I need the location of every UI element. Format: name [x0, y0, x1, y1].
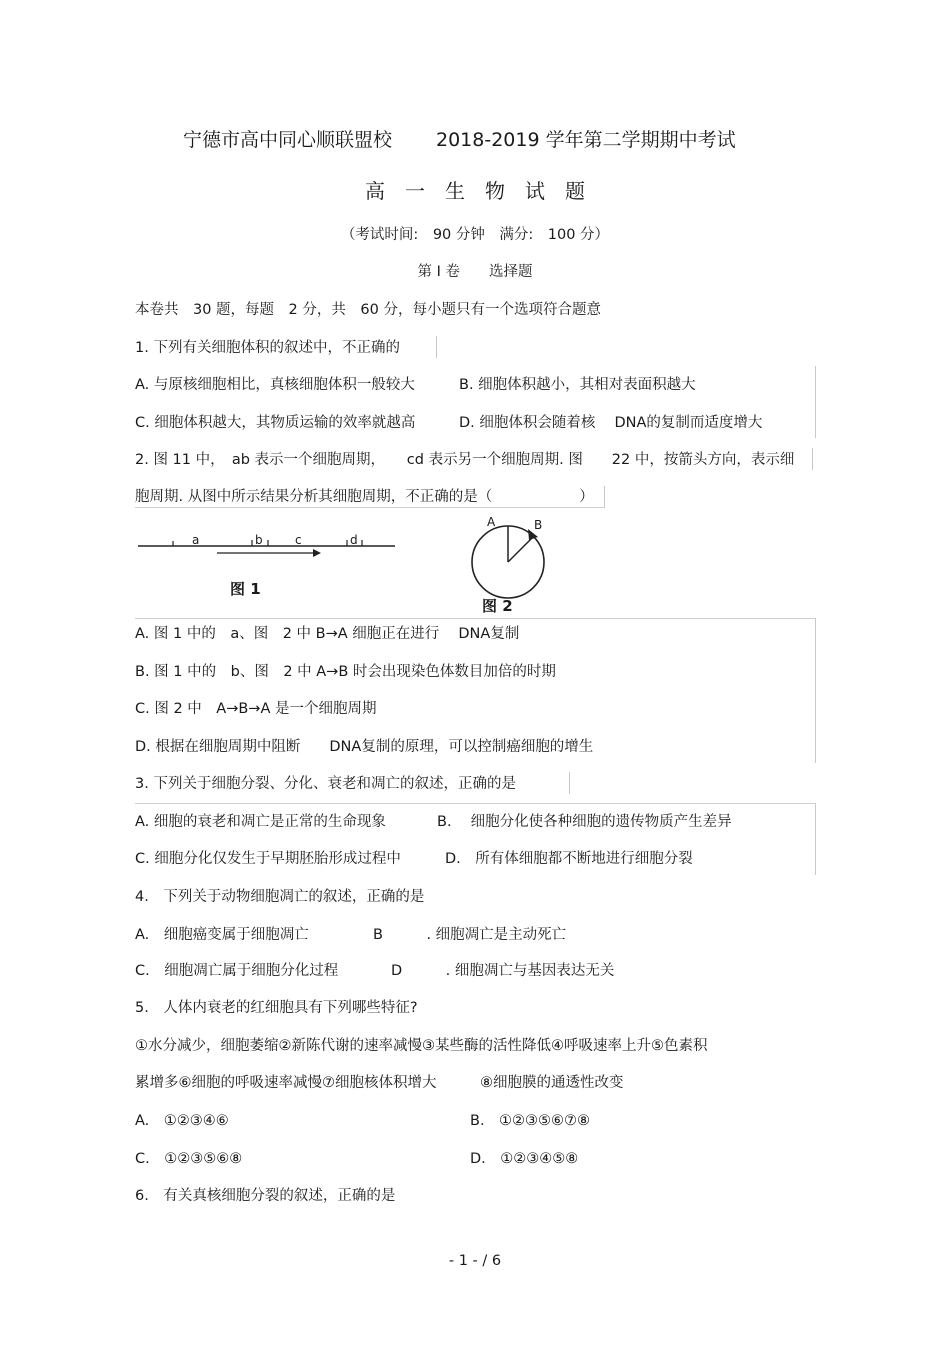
figure-2-letter-a: A	[487, 515, 496, 529]
figure-1-letter-c: c	[295, 533, 302, 547]
figure-2-label: 图 2	[482, 597, 513, 615]
scan-border	[569, 772, 570, 794]
question-2-option-b: B. 图 1 中的 b、图 2 中 A→B 时会出现染色体数目加倍的时期	[135, 664, 556, 680]
question-3-option-a: A. 细胞的衰老和凋亡是正常的生命现象	[135, 814, 386, 830]
question-4-option-c: C. 细胞凋亡属于细胞分化过程	[135, 963, 339, 979]
exam-title-term: 2018-2019 学年第二学期期中考试	[436, 129, 736, 151]
figure-1-arrowhead	[313, 549, 321, 557]
question-1-stem: 1. 下列有关细胞体积的叙述中，不正确的	[135, 340, 400, 356]
scan-border	[815, 803, 816, 875]
question-5-option-d: D. ①②③④⑤⑧	[470, 1151, 579, 1167]
scan-border	[436, 336, 437, 358]
question-4-option-b: B . 细胞凋亡是主动死亡	[373, 927, 567, 943]
question-1-option-d: D. 细胞体积会随着核 DNA的复制而适度增大	[459, 415, 763, 431]
exam-title-school: 宁德市高中同心顺联盟校	[183, 129, 393, 151]
scan-border	[135, 618, 815, 619]
question-1-option-b: B. 细胞体积越小，其相对表面积越大	[459, 377, 696, 393]
figure-2-radius-b	[508, 536, 534, 562]
subject-title: 高 一 生 物 试 题	[365, 179, 585, 203]
question-1-option-c: C. 细胞体积越大，其物质运输的效率就越高	[135, 415, 416, 431]
scan-border	[815, 366, 816, 438]
figure-1-letter-b: b	[255, 533, 263, 547]
question-5-stem: 5. 人体内衰老的红细胞具有下列哪些特征?	[135, 1000, 418, 1016]
question-4-option-a: A. 细胞癌变属于细胞凋亡	[135, 927, 309, 943]
section-title: 第 I 卷 选择题	[417, 264, 533, 280]
question-2-stem-line2: 胞周期. 从图中所示结果分析其细胞周期，不正确的是（ ）	[135, 489, 594, 505]
question-5-features-line2: 累增多⑥细胞的呼吸速率减慢⑦细胞核体积增大 ⑧细胞膜的通透性改变	[135, 1075, 624, 1091]
question-2-option-a: A. 图 1 中的 a、图 2 中 B→A 细胞正在进行 DNA复制	[135, 626, 520, 642]
scan-border	[604, 486, 605, 508]
exam-info: （考试时间: 90 分钟 满分: 100 分）	[340, 227, 610, 243]
question-1-option-a: A. 与原核细胞相比，真核细胞体积一般较大	[135, 377, 415, 393]
figure-1-letter-d: d	[350, 533, 358, 547]
figure-1-label: 图 1	[230, 580, 261, 598]
figure-1-letter-a: a	[192, 533, 200, 547]
scan-border	[815, 618, 816, 763]
scan-border	[812, 448, 813, 470]
instructions: 本卷共 30 题，每题 2 分，共 60 分，每小题只有一个选项符合题意	[135, 302, 601, 318]
question-3-option-d: D. 所有体细胞都不断地进行细胞分裂	[445, 851, 693, 867]
question-6-stem: 6. 有关真核细胞分裂的叙述，正确的是	[135, 1188, 396, 1204]
question-3-stem: 3. 下列关于细胞分裂、分化、衰老和凋亡的叙述，正确的是	[135, 776, 516, 792]
scan-border	[135, 803, 815, 804]
figure-2-letter-b: B	[534, 518, 543, 532]
question-4-stem: 4. 下列关于动物细胞凋亡的叙述，正确的是	[135, 889, 425, 905]
question-4-option-d: D . 细胞凋亡与基因表达无关	[391, 963, 615, 979]
question-5-option-c: C. ①②③⑤⑥⑧	[135, 1151, 243, 1167]
question-3-option-b: B. 细胞分化使各种细胞的遗传物质产生差异	[437, 814, 732, 830]
question-5-option-a: A. ①②③④⑥	[135, 1113, 229, 1129]
figure-1-cell-cycle-line	[135, 528, 400, 558]
question-2-option-c: C. 图 2 中 A→B→A 是一个细胞周期	[135, 701, 377, 717]
scan-border	[135, 507, 605, 508]
question-5-option-b: B. ①②③⑤⑥⑦⑧	[470, 1113, 591, 1129]
question-3-option-c: C. 细胞分化仅发生于早期胚胎形成过程中	[135, 851, 401, 867]
question-2-option-d: D. 根据在细胞周期中阻断 DNA复制的原理，可以控制癌细胞的增生	[135, 739, 594, 755]
question-2-stem-line1: 2. 图 11 中， ab 表示一个细胞周期， cd 表示另一个细胞周期. 图 22 中，按箭头方向，表示细	[135, 452, 795, 468]
page-number: - 1 - / 6	[448, 1253, 502, 1269]
question-5-features-line1: ①水分减少，细胞萎缩②新陈代谢的速率减慢③某些酶的活性降低④呼吸速率上升⑤色素积	[135, 1038, 708, 1054]
